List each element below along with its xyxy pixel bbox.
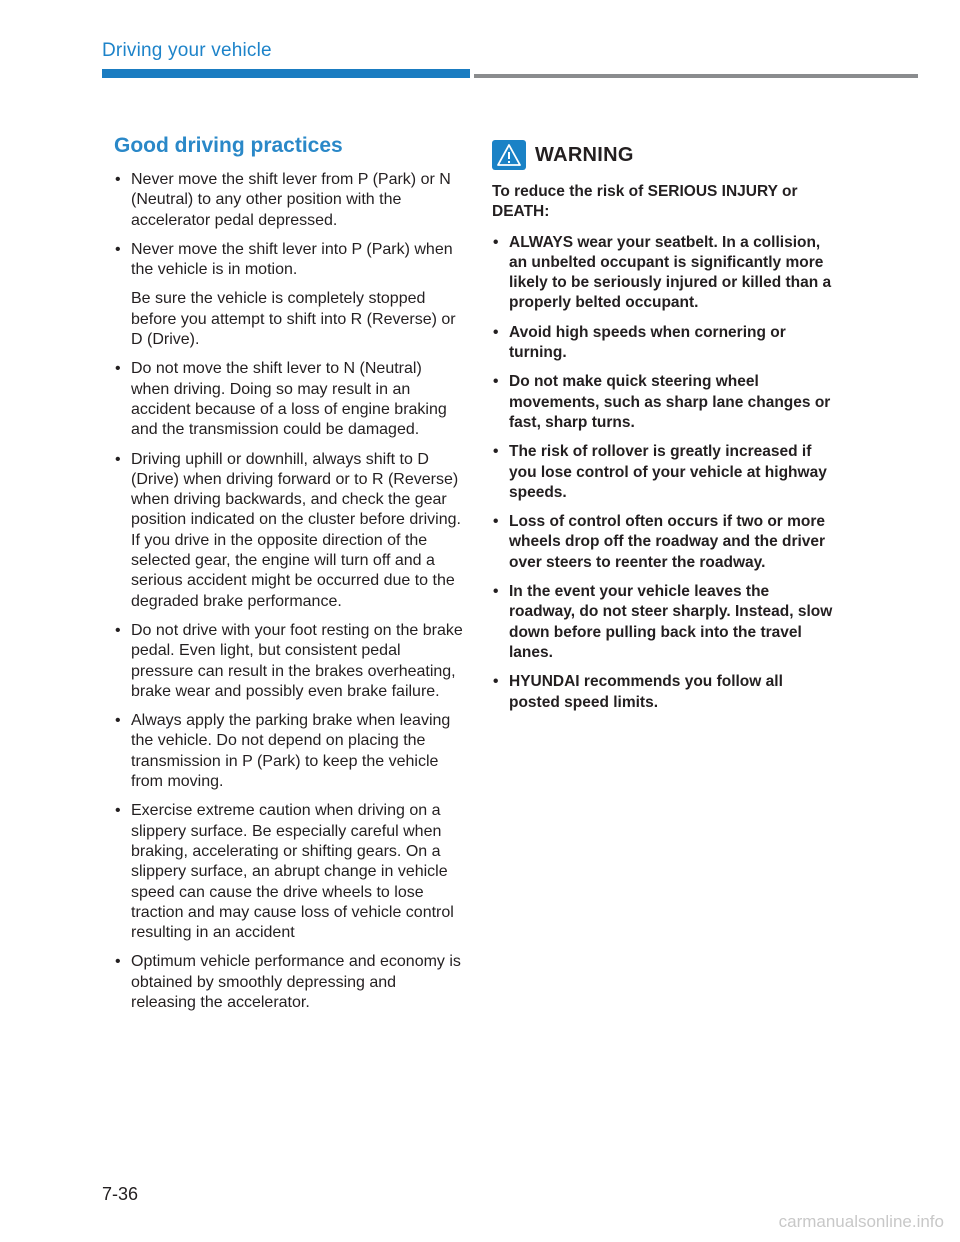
warning-item-text: • Do not make quick steering wheel movements, such as sharp lane changes or fast, sharp turns.	[509, 373, 831, 431]
warning-item	[492, 672, 837, 713]
section-title: Good driving practices	[114, 134, 343, 157]
practice-item-text: • Optimum vehicle performance and economy is obtained by smoothly depressing and releasing the accelerator.	[131, 953, 461, 1011]
warning-item	[492, 512, 837, 573]
warning-item-text: • HYUNDAI recommends you follow all posted speed limits.	[509, 673, 783, 711]
practice-item-text: • Do not drive with your foot resting on the brake pedal. Even light, but consistent pedal pressure can result in the brakes overheating, brake wear and possibly even brake failure.	[131, 621, 463, 700]
practice-item	[114, 711, 464, 792]
warning-triangle-icon	[492, 140, 526, 170]
warning-box	[492, 140, 837, 722]
practice-item-text: • Driving uphill or downhill, always shift to D (Drive) when driving forward or to R (Reverse) when driving backwards, and check the gear position indicated on the cluster before driving. If you drive in the opposite direction of the selected gear, the engine will turn off and a serious accident might be occurred due to the degraded brake performance.	[131, 450, 461, 610]
practice-item-text: • Never move the shift lever from P (Park) or N (Neutral) to any other position with the accelerator pedal depressed.	[131, 171, 451, 229]
header-bar-blue	[102, 69, 470, 78]
practices-list	[114, 170, 464, 1013]
practice-item	[114, 952, 464, 1013]
practice-item	[114, 621, 464, 702]
page-number: 7-36	[102, 1184, 139, 1204]
warning-item-text: • The risk of rollover is greatly increased if you lose control of your vehicle at highway speeds.	[509, 443, 827, 501]
practice-item	[114, 170, 464, 231]
practice-item	[114, 240, 464, 350]
warning-item	[492, 233, 837, 314]
practice-item	[114, 801, 464, 943]
practice-item	[114, 450, 464, 612]
warning-header	[492, 140, 837, 170]
warning-list	[492, 233, 837, 713]
warning-item	[492, 442, 837, 503]
header-title: Driving your vehicle	[102, 40, 272, 61]
left-column	[114, 134, 464, 1022]
warning-item-text: • Avoid high speeds when cornering or turning.	[509, 323, 786, 362]
warning-item-text: • Loss of control often occurs if two or more wheels drop off the roadway and the driver over steers to reenter the roadway.	[509, 513, 826, 571]
watermark: carmanualsonline.info	[778, 1212, 944, 1231]
warning-title: WARNING	[535, 143, 634, 166]
practice-item-text: • Never move the shift lever into P (Park) when the vehicle is in motion.	[131, 240, 453, 279]
practice-item-text: Be sure the vehicle is completely stopped before you attempt to shift into R (Reverse) or D (Drive).	[131, 290, 456, 349]
warning-item	[492, 323, 837, 364]
practice-item-text: • Do not move the shift lever to N (Neutral) when driving. Doing so may result in an accident because of a loss of engine braking and the transmission could be damaged.	[131, 360, 447, 439]
practice-item	[114, 359, 464, 440]
warning-intro: To reduce the risk of SERIOUS INJURY or DEATH:	[492, 183, 798, 221]
header-bar-gray	[474, 74, 918, 78]
practice-item-text: • Always apply the parking brake when leaving the vehicle. Do not depend on placing the transmission in P (Park) to keep the vehicle from moving.	[131, 712, 451, 791]
warning-item-text: • ALWAYS wear your seatbelt. In a collision, an unbelted occupant is significantly more likely to be seriously injured or killed than a properly belted occupant.	[509, 233, 832, 312]
practice-item-text: • Exercise extreme caution when driving on a slippery surface. Be especially careful when braking, accelerating or shifting gears. On a slippery surface, an abrupt change in vehicle speed can cause the drive wheels to lose traction and may cause loss of vehicle control resulting in an accident	[131, 802, 454, 942]
warning-item	[492, 582, 837, 663]
warning-item	[492, 372, 837, 433]
warning-item-text: • In the event your vehicle leaves the roadway, do not steer sharply. Instead, slow down before pulling back into the travel lanes.	[509, 583, 833, 661]
